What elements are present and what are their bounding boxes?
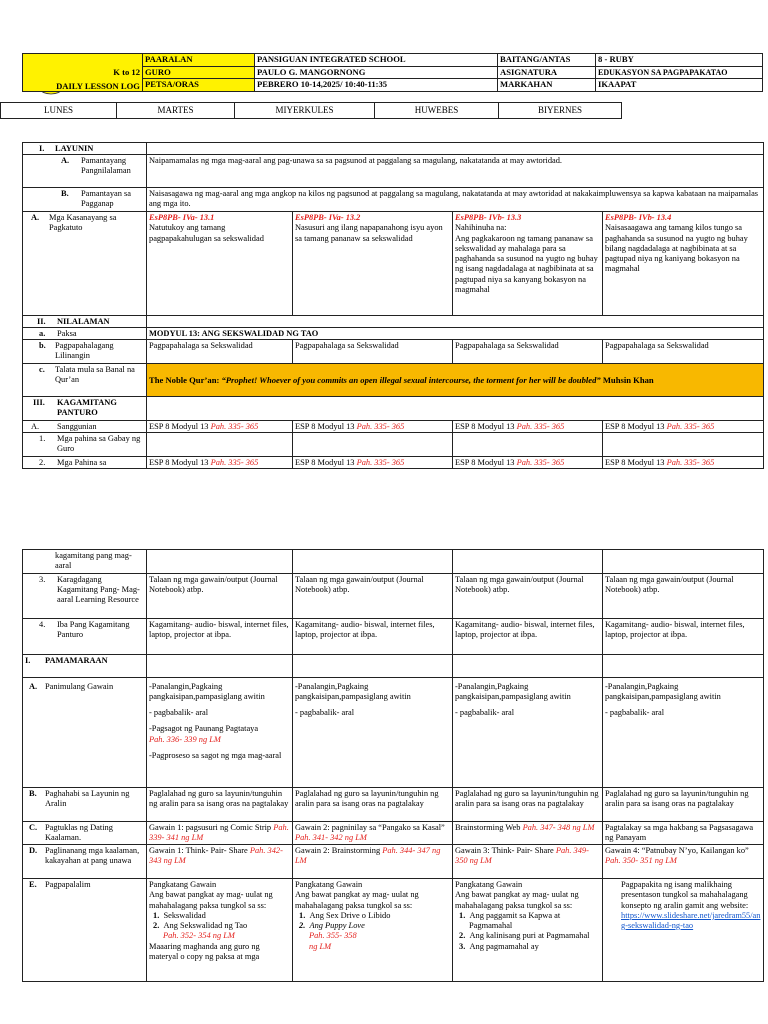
header-table: [22, 53, 763, 92]
day-lunes: LUNES: [1, 103, 117, 119]
sanggunian-col-4: ESP 8 Modyul 13 Pah. 335- 365: [603, 421, 764, 433]
paksa-text: MODYUL 13: ANG SEKSWALIDAD NG TAO: [147, 328, 764, 340]
pagpapahalaga-col-3: Pagpapahalaga sa Sekswalidad: [453, 340, 603, 364]
kasanayan-label: A. Mga Kasanayang sa Pagkatuto: [23, 212, 147, 316]
pamantayang-pangnilalaman-row: [23, 155, 764, 188]
panimula-col-3: -Panalangin,Pagkaing pangkaisipan,pampasiglang awitin - pagbabalik- aral: [453, 677, 603, 787]
sanggunian-row: [23, 421, 764, 433]
pagpapalalim-col-2: Pangkatang Gawain Ang bawat pangkat ay mag- uulat ng mahahalagang paksa tungkol sa ss: 1. Ang Sex Drive o Libido 2. Ang Puppy Love Pah. 355- 358 ng LM: [293, 879, 453, 982]
continued-row: [23, 550, 764, 574]
pagpapahalaga-col-4: Pagpapahalaga sa Sekswalidad: [603, 340, 764, 364]
pahina-col-2: ESP 8 Modyul 13 Pah. 335- 365: [293, 456, 453, 468]
asignatura-label: ASIGNATURA: [498, 66, 596, 79]
pahina-label: 2. Mga Pahina sa: [23, 456, 147, 468]
paksa-row: [23, 328, 764, 340]
pahina-col-4: ESP 8 Modyul 13 Pah. 335- 365: [603, 456, 764, 468]
paglinang-col-4: Gawain 4: “Patnubay N’yo, Kailangan ko” Pah. 350- 351 ng LM: [603, 845, 764, 879]
lesson-table-page2: [22, 549, 764, 982]
paghahabi-col-3: Paglalahad ng guro sa layunin/tunguhin ng aralin para sa isang oras na pagtalakay: [453, 787, 603, 821]
k12-dll-cell: [23, 54, 143, 92]
nilalaman-row: [23, 316, 764, 328]
paghahabi-col-4: Paglalahad ng guro sa layunin/tunguhin ng aralin para sa isang oras na pagtalakay: [603, 787, 764, 821]
baitang-value: 8 - RUBY: [596, 54, 763, 67]
daily-lesson-log-label: DAILY LESSON LOG: [56, 81, 140, 91]
pagtuklas-row: [23, 821, 764, 845]
talata-label: c. Talata mula sa Banal na Qur’an: [23, 364, 147, 397]
pagtuklas-col-4: Pagtalakay sa mga hakbang sa Pagsasagawa ng Panayam: [603, 821, 764, 845]
day-martes: MARTES: [117, 103, 235, 119]
karagdagang-row: [23, 573, 764, 618]
paksa-label: a. Paksa: [23, 328, 147, 340]
layunin-row: [23, 143, 764, 155]
pahina-col-1: ESP 8 Modyul 13 Pah. 335- 365: [147, 456, 293, 468]
pagpapalalim-row: [23, 879, 764, 982]
sanggunian-col-1: ESP 8 Modyul 13 Pah. 335- 365: [147, 421, 293, 433]
pagpapahalaga-col-2: Pagpapahalaga sa Sekswalidad: [293, 340, 453, 364]
paaralan-label: PAARALAN: [143, 54, 255, 67]
karagdagang-col-1: Talaan ng mga gawain/output (Journal Notebook) atbp.: [147, 573, 293, 618]
kasanayan-col-2: EsP8PB- IVa- 13.2 Nasusuri ang ilang napapanahong isyu ayon sa tamang pananaw sa sekswalidad: [293, 212, 453, 316]
markahan-value: IKAAPAT: [596, 79, 763, 92]
pagpapahalaga-col-1: Pagpapahalaga sa Sekswalidad: [147, 340, 293, 364]
iba-col-3: Kagamitang- audio- biswal, internet files, laptop, projector at ibpa.: [453, 618, 603, 654]
karagdagang-label: 3. Karagdagang Kagamitang Pang- Mag-aaral Learning Resource: [23, 573, 147, 618]
continued-label: kagamitang pang mag-aaral: [23, 550, 147, 574]
paghahabi-col-1: Paglalahad ng guro sa layunin/tunguhin ng aralin para sa isang oras na pagtalakay: [147, 787, 293, 821]
kasanayan-row: [23, 212, 764, 316]
layunin-heading: I. LAYUNIN: [23, 143, 147, 155]
paglinang-col-3: Gawain 3: Think- Pair- Share Pah. 349- 350 ng LM: [453, 845, 603, 879]
iba-col-4: Kagamitang- audio- biswal, internet files, laptop, projector at ibpa.: [603, 618, 764, 654]
petsa-label: PETSA/ORAS: [143, 79, 255, 92]
pagpapahalaga-row: [23, 340, 764, 364]
paghahabi-row: [23, 787, 764, 821]
pagpapalalim-col-3: Pangkatang Gawain Ang bawat pangkat ay mag- uulat ng mahahalagang paksa tungkol sa ss: 1. Ang paggamit sa Kapwa at Pagmamahal 2. Ang kalinisang puri at Pagmamahal 3. Ang pagmamahal ay: [453, 879, 603, 982]
days-table: [0, 102, 622, 119]
sanggunian-label: A. Sanggunian: [23, 421, 147, 433]
lesson-table-page1: [22, 142, 764, 469]
kasanayan-col-1: EsP8PB- IVa- 13.1 Natutukoy ang tamang pagpapakahulugan sa sekswalidad: [147, 212, 293, 316]
pagtuklas-col-2: Gawain 2: pagninilay sa “Pangako sa Kasal” Pah. 341- 342 ng LM: [293, 821, 453, 845]
k12-label: K to 12: [113, 67, 140, 77]
gabay-label: 1. Mga pahina sa Gabay ng Guro: [23, 433, 147, 457]
paglinang-col-1: Gawain 1: Think- Pair- Share Pah. 342- 343 ng LM: [147, 845, 293, 879]
day-biyernes: BIYERNES: [499, 103, 622, 119]
markahan-label: MARKAHAN: [498, 79, 596, 92]
guro-value: PAULO G. MANGORNONG: [255, 66, 498, 79]
sanggunian-col-3: ESP 8 Modyul 13 Pah. 335- 365: [453, 421, 603, 433]
pagpapalalim-col-4: Pagpapakita ng isang malikhaing presentason tungkol sa mahahalagang konsepto ng aralin gamit ang website: https://www.slideshare.net/jaredram55/ang-sekswalidad-ng-tao: [603, 879, 764, 982]
karagdagang-col-4: Talaan ng mga gawain/output (Journal Notebook) atbp.: [603, 573, 764, 618]
paghahabi-label: B. Paghahabi sa Layunin ng Aralin: [23, 787, 147, 821]
nilalaman-heading: II. NILALAMAN: [23, 316, 147, 328]
pagtuklas-label: C. Pagtuklas ng Dating Kaalaman.: [23, 821, 147, 845]
iba-label: 4. Iba Pang Kagamitang Panturo: [23, 618, 147, 654]
pahina-col-3: ESP 8 Modyul 13 Pah. 335- 365: [453, 456, 603, 468]
pagtuklas-col-1: Gawain 1: pagsusuri ng Comic Strip Pah. 339- 341 ng LM: [147, 821, 293, 845]
quran-verse: The Noble Qur’an: “Prophet! Whoever of you commits an open illegal sexual intercourse, the torment for her will be doubled” Muhsin Khan: [147, 364, 764, 397]
sanggunian-col-2: ESP 8 Modyul 13 Pah. 335- 365: [293, 421, 453, 433]
kagamitan-row: [23, 397, 764, 421]
panimula-col-4: -Panalangin,Pagkaing pangkaisipan,pampasiglang awitin - pagbabalik- aral: [603, 677, 764, 787]
paglinang-row: [23, 845, 764, 879]
asignatura-value: EDUKASYON SA PAGPAPAKATAO: [596, 66, 763, 79]
pagtuklas-col-3: Brainstorming Web Pah. 347- 348 ng LM: [453, 821, 603, 845]
pagpapahalaga-label: b. Pagpapahalagang Lilinangin: [23, 340, 147, 364]
iba-row: [23, 618, 764, 654]
talata-row: [23, 364, 764, 397]
day-miyerkules: MIYERKULES: [235, 103, 375, 119]
pamantayang-pangnilalaman-label: A. Pamantayang Pangnilalaman: [23, 155, 147, 188]
petsa-value: PEBRERO 10-14,2025/ 10:40-11:35: [255, 79, 498, 92]
karagdagang-col-2: Talaan ng mga gawain/output (Journal Notebook) atbp.: [293, 573, 453, 618]
baitang-label: BAITANG/ANTAS: [498, 54, 596, 67]
pagpapalalim-col-1: Pangkatang Gawain Ang bawat pangkat ay mag- uulat ng mahahalagang paksa tungkol sa ss: 1. Sekswalidad 2. Ang Sekswalidad ng Tao Pah. 352- 354 ng LM Maaaring maghanda ang guro ng materyal o copy ng paksa at mga: [147, 879, 293, 982]
pamantayan-pagganap-label: B. Pamantayan sa Pagganap: [23, 188, 147, 212]
paaralan-value: PANSIGUAN INTEGRATED SCHOOL: [255, 54, 498, 67]
pamamaraan-heading: I. PAMAMARAAN: [23, 654, 147, 677]
pahina-row: [23, 456, 764, 468]
gabay-row: [23, 433, 764, 457]
panimula-label: A. Panimulang Gawain: [23, 677, 147, 787]
pagpapalalim-label: E. Pagpapalalim: [23, 879, 147, 982]
paglinang-col-2: Gawain 2: Brainstorming Pah. 344- 347 ng LM: [293, 845, 453, 879]
pamamaraan-row: [23, 654, 764, 677]
iba-col-1: Kagamitang- audio- biswal, internet files, laptop, projector at ibpa.: [147, 618, 293, 654]
panimula-col-2: -Panalangin,Pagkaing pangkaisipan,pampasiglang awitin - pagbabalik- aral: [293, 677, 453, 787]
kasanayan-col-3: EsP8PB- IVb- 13.3 Nahihinuha na: Ang pagkakaroon ng tamang pananaw sa sekswalidad ay mahalaga para sa paghahanda sa susunod na yugto ng buhay ng isang nagdadalaga at nagbibinata at sa pagtupad niya sa kanyang bokasyon na magmahal: [453, 212, 603, 316]
panimula-col-1: -Panalangin,Pagkaing pangkaisipan,pampasiglang awitin - pagbabalik- aral -Pagsagot ng Paunang Pagtataya Pah. 336- 339 ng LM -Pagproseso sa sagot ng mga mag-aaral: [147, 677, 293, 787]
pamantayan-pagganap-text: Naisasagawa ng mag-aaral ang mga angkop na kilos ng pagsunod at paggalang sa magulang, nakatatanda at may awtoridad at nakakaimpluwensya sa kapwa kabataan na maipamalas ang mga ito.: [147, 188, 764, 212]
slideshare-link[interactable]: https://www.slideshare.net/jaredram55/ang-sekswalidad-ng-tao: [621, 910, 761, 930]
kagamitan-heading: III. KAGAMITANG PANTURO: [23, 397, 147, 421]
pamantayan-pagganap-row: [23, 188, 764, 212]
panimula-row: [23, 677, 764, 787]
pamantayang-pangnilalaman-text: Naipamamalas ng mga mag-aaral ang pag-unawa sa sa pagsunod at paggalang sa magulang, nakatatanda at may awtoridad.: [147, 155, 764, 188]
paghahabi-col-2: Paglalahad ng guro sa layunin/tunguhin ng aralin para sa isang oras na pagtalakay: [293, 787, 453, 821]
kasanayan-col-4: EsP8PB- IVb- 13.4 Naisasaagawa ang tamang kilos tungo sa paghahanda sa susunod na yugto ng buhay bilang nagdadalaga at nagbibinata at sa pagtupad niya ng kaniyang bokasyon na magmahal: [603, 212, 764, 316]
iba-col-2: Kagamitang- audio- biswal, internet files, laptop, projector at ibpa.: [293, 618, 453, 654]
paglinang-label: D. Paglinanang mga kaalaman, kakayahan at pang unawa: [23, 845, 147, 879]
day-huwebes: HUWEBES: [375, 103, 499, 119]
guro-label: GURO: [143, 66, 255, 79]
karagdagang-col-3: Talaan ng mga gawain/output (Journal Notebook) atbp.: [453, 573, 603, 618]
